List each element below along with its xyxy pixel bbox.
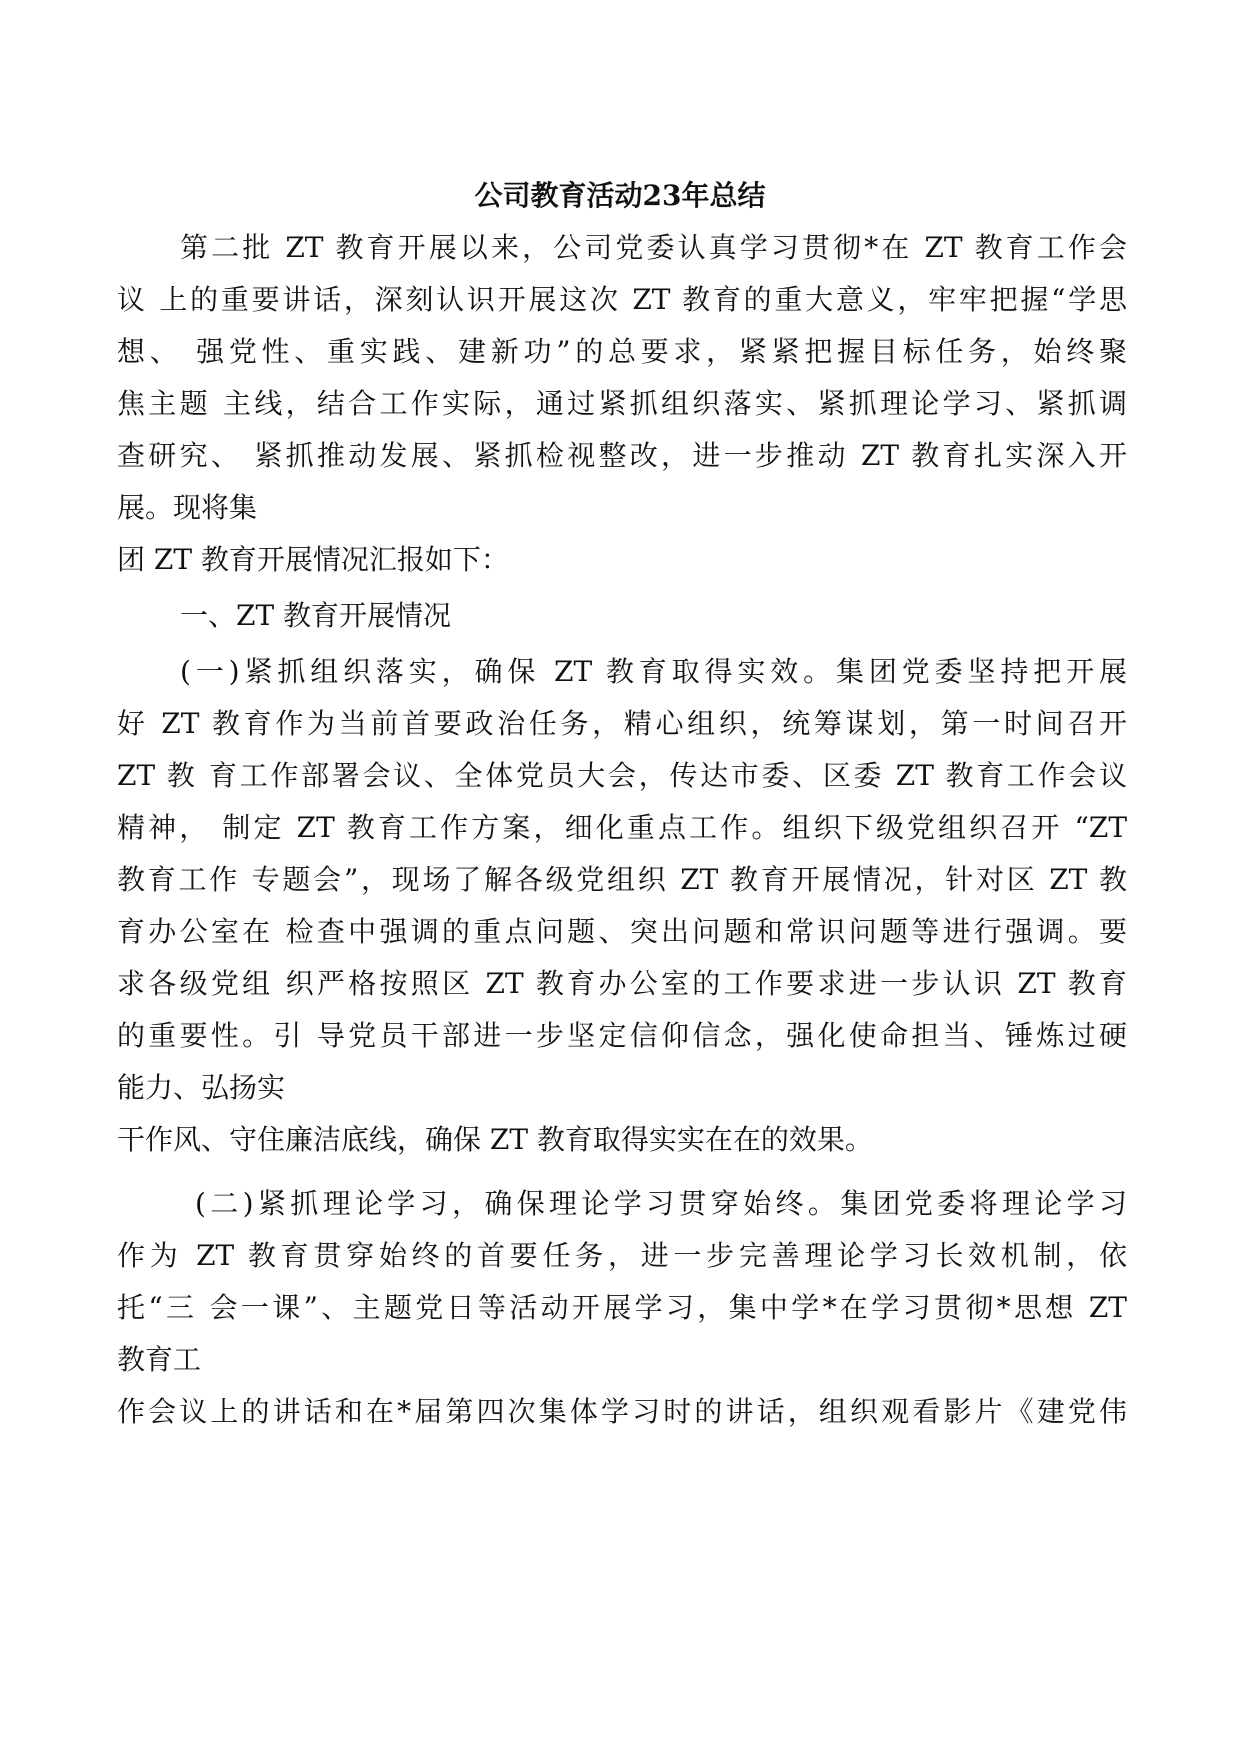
section-heading: 一、ZT 教育开展情况 — [180, 599, 452, 632]
paragraph-line: 查研究、 紧抓推动发展、紧抓检视整改，进一步推动 ZT 教育扎实深入开 — [117, 439, 1127, 472]
paragraph-line: 焦主题 主线，结合工作实际，通过紧抓组织落实、紧抓理论学习、紧抓调 — [117, 387, 1127, 420]
paragraph-line: 求各级党组 织严格按照区 ZT 教育办公室的工作要求进一步认识 ZT 教育 — [117, 967, 1127, 1000]
paragraph-line: 的重要性。引 导党员干部进一步坚定信仰信念，强化使命担当、锤炼过硬 — [117, 1019, 1127, 1052]
paragraph-line: (二)紧抓理论学习，确保理论学习贯穿始终。集团党委将理论学习 — [195, 1187, 1127, 1220]
paragraph-line: 好 ZT 教育作为当前首要政治任务，精心组织，统筹谋划，第一时间召开 — [117, 707, 1127, 740]
paragraph-line: 教育工 — [117, 1343, 202, 1376]
paragraph-line: 干作风、守住廉洁底线，确保 ZT 教育取得实实在在的效果。 — [117, 1123, 873, 1156]
paragraph-line: 能力、弘扬实 — [117, 1071, 286, 1104]
paragraph-line: 教育工作 专题会”，现场了解各级党组织 ZT 教育开展情况，针对区 ZT 教 — [117, 863, 1127, 896]
paragraph-line: 育办公室在 检查中强调的重点问题、突出问题和常识问题等进行强调。要 — [117, 915, 1127, 948]
paragraph-line: 托“三 会一课”、主题党日等活动开展学习，集中学*在学习贯彻*思想 ZT — [117, 1291, 1127, 1324]
paragraph-line: ZT 教 育工作部署会议、全体党员大会，传达市委、区委 ZT 教育工作会议 — [117, 759, 1127, 792]
paragraph-line: 团 ZT 教育开展情况汇报如下： — [117, 543, 509, 576]
paragraph-line: 议 上的重要讲话，深刻认识开展这次 ZT 教育的重大意义，牢牢把握“学思 — [117, 283, 1127, 316]
paragraph-line: 作为 ZT 教育贯穿始终的首要任务，进一步完善理论学习长效机制，依 — [117, 1239, 1127, 1272]
paragraph-line: 精神， 制定 ZT 教育工作方案，细化重点工作。组织下级党组织召开 “ZT — [117, 811, 1127, 844]
document-title: 公司教育活动23年总结 — [474, 179, 766, 212]
paragraph-line: (一)紧抓组织落实，确保 ZT 教育取得实效。集团党委坚持把开展 — [180, 655, 1127, 688]
paragraph-line: 作会议上的讲话和在*届第四次集体学习时的讲话，组织观看影片《建党伟 — [117, 1395, 1127, 1428]
paragraph-line: 展。现将集 — [117, 491, 258, 524]
paragraph-line: 想、 强党性、重实践、建新功”的总要求，紧紧把握目标任务，始终聚 — [117, 335, 1127, 368]
paragraph-line: 第二批 ZT 教育开展以来，公司党委认真学习贯彻*在 ZT 教育工作会 — [180, 231, 1127, 264]
